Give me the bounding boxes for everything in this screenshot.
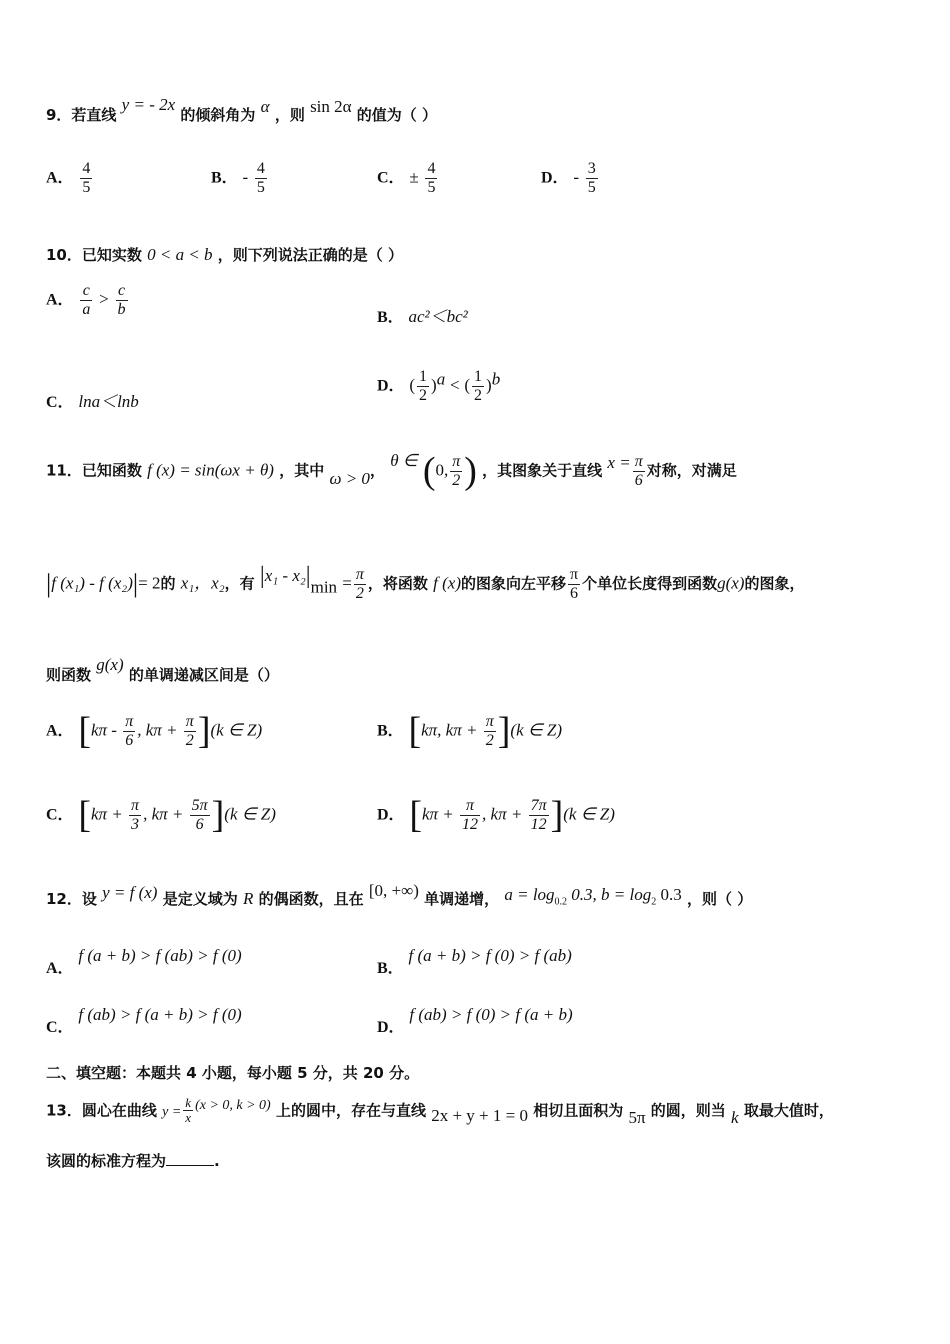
q12-option-c[interactable]: [46, 1002, 242, 1036]
q11-function: f (x) = sin(ωx + θ): [147, 460, 274, 480]
q11-b-frac: $\frac{\pi}{2}$: [485, 712, 494, 749]
q10-a-frac1: $\frac{c}{a}$: [82, 282, 91, 318]
question-13-line1: [46, 1096, 834, 1126]
q11-a-left: kπ -: [91, 720, 122, 740]
q11-text2: ，其图象关于直线: [482, 461, 603, 480]
q13-line2: 该圆的标准方程为: [46, 1152, 167, 1170]
bracket-left: [: [408, 710, 422, 752]
q11-text3: 对称，对满足: [646, 461, 737, 480]
q11-gx2: g(x): [96, 655, 124, 674]
q9-text2: ，则: [274, 106, 305, 124]
question-13-line2: [46, 1150, 220, 1171]
q13-area: 5π: [628, 1108, 646, 1128]
q9-expression: sin 2α: [310, 97, 352, 116]
q12-option-a[interactable]: [46, 943, 242, 977]
q13-curve-y: y =: [162, 1104, 182, 1120]
bracket-right: ]: [211, 794, 225, 836]
q10-option-d[interactable]: [377, 368, 500, 404]
q12-suffix: ，则（ ）: [686, 890, 753, 908]
bracket-left: [: [78, 710, 91, 752]
q11-x1: x₁: [180, 573, 195, 593]
abs-bar: |: [259, 563, 265, 590]
q11-text9: 的图象，: [744, 574, 805, 593]
bracket-right: ]: [497, 710, 511, 752]
q11-c-left: kπ +: [91, 804, 128, 824]
q9-option-d[interactable]: [541, 160, 600, 196]
bracket-right: ]: [197, 710, 211, 752]
question-11-line1: [46, 452, 737, 490]
q12-base-02: 0.2: [554, 896, 568, 908]
q10-d-sup-b: b: [491, 369, 501, 389]
q12-base-2: 2: [651, 896, 657, 908]
q10-d-frac2: $\frac{1}{2}$: [474, 368, 483, 404]
q9-text: 的倾斜角为: [180, 106, 256, 124]
q12-a-log: a = log: [504, 885, 555, 904]
q11-abs-expression: f (x₁) - f (x₂): [51, 573, 133, 593]
q13-text3: 的圆，则当: [650, 1101, 726, 1120]
q11-axis-frac: $\frac{\pi}{6}$: [634, 452, 643, 489]
q11-prefix: 11．已知函数: [46, 461, 142, 480]
q10-d-paren: ): [431, 375, 437, 395]
q11-option-b[interactable]: [377, 712, 562, 750]
q11-x2: ，x₂: [194, 573, 225, 593]
q10-d-lt: <: [449, 375, 460, 395]
q11-shift-frac: $\frac{\pi}{6}$: [570, 566, 579, 602]
q9-alpha: α: [260, 97, 270, 116]
q10-d-sup-a: a: [436, 369, 446, 389]
q13-condition: (x > 0, k > 0): [195, 1098, 271, 1114]
question-10: [46, 244, 403, 265]
q11-c-mid: , kπ +: [143, 804, 188, 824]
q10-d-paren: ): [486, 375, 492, 395]
q12-option-d[interactable]: [377, 1002, 573, 1036]
option-label: D．: [541, 169, 569, 187]
q11-option-d[interactable]: [377, 796, 615, 834]
q13-curve-frac: $\frac{k}{x}$: [185, 1095, 192, 1126]
q13-text4: 取最大值时，: [743, 1101, 834, 1120]
q11-d-frac1: $\frac{\pi}{12}$: [462, 796, 479, 833]
option-label: A．: [46, 291, 74, 309]
option-label: C．: [46, 1019, 74, 1036]
q9-c-sign: ±: [409, 167, 419, 187]
option-label: C．: [46, 394, 74, 411]
q11-option-a[interactable]: [46, 712, 262, 750]
bracket-left: [: [78, 794, 91, 836]
answer-blank[interactable]: [166, 1165, 214, 1166]
option-label: D．: [377, 377, 405, 395]
q12-option-b[interactable]: [377, 943, 572, 977]
q13-text: 上的圆中，存在与直线: [275, 1101, 426, 1120]
q11-omega: ω > 0: [329, 468, 370, 488]
q11-fx: f (x): [433, 573, 461, 593]
q9-line-equation: y = - 2x: [121, 95, 176, 114]
q13-prefix: 13．圆心在曲线: [46, 1101, 157, 1120]
q11-theta-frac: $\frac{\pi}{2}$: [452, 452, 461, 489]
q9-suffix: 的值为（ ）: [356, 106, 438, 124]
q10-option-b[interactable]: [377, 302, 468, 327]
q10-option-a[interactable]: [46, 282, 130, 318]
question-9: [46, 95, 438, 125]
q11-interval-start: 0,: [435, 460, 449, 480]
q11-a-frac1: $\frac{\pi}{6}$: [125, 712, 134, 749]
option-label: A．: [46, 722, 74, 740]
q12-text3: 单调递增，: [424, 890, 500, 908]
q12-b-log: 0.3, b = log: [567, 885, 652, 904]
q11-theta: θ ∈: [390, 450, 418, 470]
q10-suffix: ，则下列说法正确的是（ ）: [217, 246, 404, 264]
bracket-left: [: [409, 794, 422, 836]
option-label: B．: [377, 722, 404, 740]
q12-prefix: 12．设: [46, 890, 97, 908]
q11-x-eq: x =: [607, 452, 631, 472]
q9-option-a[interactable]: [46, 160, 94, 196]
q9-b-fraction: $\frac{4}{5}$: [256, 160, 265, 196]
q10-a-frac2: $\frac{c}{b}$: [117, 282, 126, 318]
q11-eq: =: [342, 573, 352, 593]
q12-interval: [0, +∞): [368, 881, 419, 900]
q13-text2: 相切且面积为: [533, 1101, 624, 1120]
q11-a-frac2: $\frac{\pi}{2}$: [185, 712, 194, 749]
bracket-right: ]: [550, 794, 564, 836]
q11-comma: ，: [369, 461, 385, 480]
q9-c-fraction: $\frac{4}{5}$: [427, 160, 436, 196]
option-label: D．: [377, 806, 405, 824]
q11-c-frac1: $\frac{\pi}{3}$: [131, 796, 140, 833]
q13-k: k: [731, 1108, 739, 1128]
option-label: B．: [211, 169, 238, 187]
q11-c-frac2: $\frac{5\pi}{6}$: [191, 796, 208, 833]
q11-d-frac2: $\frac{7\pi}{12}$: [530, 796, 547, 833]
q11-b-tail: (k ∈ Z): [510, 720, 563, 740]
q12-text: 是定义域为: [162, 890, 238, 908]
q11-c-tail: (k ∈ Z): [224, 804, 276, 824]
option-label: C．: [46, 806, 74, 824]
q9-prefix: 9．若直线: [46, 106, 117, 124]
question-12: [46, 881, 753, 911]
option-label: A．: [46, 169, 74, 187]
q11-min-frac: $\frac{\pi}{2}$: [355, 566, 364, 602]
q9-a-fraction: $\frac{4}{5}$: [82, 160, 91, 196]
q12-ab: [504, 885, 682, 908]
q11-text5: ，有: [224, 574, 255, 593]
q12-d-expression: f (ab) > f (0) > f (a + b): [409, 1005, 573, 1024]
q11-d-left: kπ +: [422, 804, 459, 824]
abs-bar: |: [132, 569, 139, 599]
q11-paren-left: (: [422, 450, 436, 492]
q12-text2: 的偶函数，且在: [258, 890, 364, 908]
q9-d-fraction: $\frac{3}{5}$: [587, 160, 596, 196]
q11-gx: g(x): [717, 573, 745, 593]
q9-d-sign: -: [573, 167, 580, 187]
q10-prefix: 10．已知实数: [46, 246, 142, 264]
q11-b-left: kπ, kπ +: [421, 720, 482, 740]
option-label: A．: [46, 960, 74, 977]
q12-b-expression: f (a + b) > f (0) > f (ab): [408, 946, 572, 965]
q13-end: .: [214, 1152, 220, 1170]
q11-eq2: = 2: [138, 573, 161, 593]
q12-yf: y = f (x): [102, 883, 158, 902]
q11-text7: 的图象向左平移: [460, 574, 566, 593]
q10-condition: 0 < a < b: [147, 245, 213, 264]
q11-text6: ，将函数: [367, 574, 428, 593]
q11-d-mid: , kπ +: [482, 804, 527, 824]
q12-R: R: [242, 889, 254, 908]
q12-c-expression: f (ab) > f (a + b) > f (0): [78, 1005, 242, 1024]
question-11-line3: [46, 655, 279, 685]
q12-a-expression: f (a + b) > f (ab) > f (0): [78, 946, 242, 965]
q9-option-b[interactable]: [211, 160, 269, 196]
q11-text: ，其中: [279, 461, 325, 480]
q12-b-arg: 0.3: [656, 885, 682, 904]
q10-option-c[interactable]: [46, 387, 139, 412]
section-heading: 二、填空题：本题共 4 小题，每小题 5 分，共 20 分。: [46, 1064, 420, 1082]
q10-b-expression: ac²＜bc²: [408, 307, 468, 326]
q11-a-mid: , kπ +: [137, 720, 182, 740]
option-label: C．: [377, 169, 405, 187]
option-label: D．: [377, 1019, 405, 1036]
q11-ask2: 的单调递减区间是（）: [128, 666, 279, 684]
q11-ask: 则函数: [46, 666, 92, 684]
abs-bar: |: [46, 569, 52, 599]
q10-d-frac1: $\frac{1}{2}$: [419, 368, 428, 404]
q11-d-tail: (k ∈ Z): [563, 804, 615, 824]
question-11-line2: [46, 563, 805, 602]
q9-option-c[interactable]: [377, 160, 439, 196]
q10-a-gt: >: [99, 289, 109, 309]
q11-a-tail: (k ∈ Z): [210, 720, 263, 740]
q11-text4: 的: [160, 574, 176, 593]
abs-bar: |: [305, 563, 311, 590]
q11-paren-right: ): [464, 450, 477, 492]
q13-line-equation: 2x + y + 1 = 0: [431, 1106, 528, 1126]
q10-d-paren: (: [409, 375, 416, 395]
q10-c-expression: lna＜lnb: [78, 392, 139, 411]
q11-min: min: [310, 577, 338, 597]
q9-b-sign: -: [242, 167, 249, 187]
option-label: B．: [377, 960, 404, 977]
q11-text8: 个单位长度得到函数: [582, 574, 718, 593]
q11-difference: x₁ - x₂: [264, 565, 306, 585]
q10-d-paren: (: [464, 375, 471, 395]
q11-option-c[interactable]: [46, 796, 276, 834]
option-label: B．: [377, 309, 404, 326]
